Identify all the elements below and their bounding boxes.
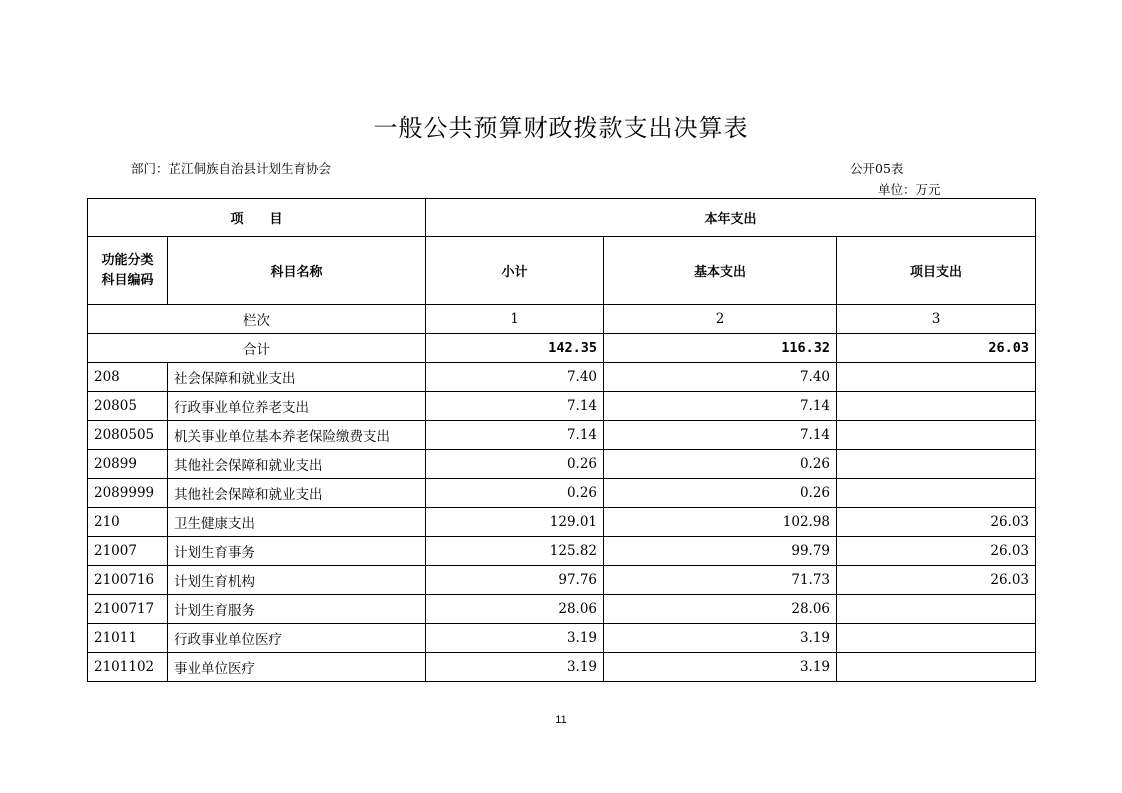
row-subtotal: 97.76 bbox=[426, 566, 604, 595]
table-row bbox=[88, 624, 1036, 653]
row-subtotal: 3.19 bbox=[426, 624, 604, 653]
column-index-2: 2 bbox=[604, 305, 837, 334]
row-name: 行政事业单位医疗 bbox=[168, 624, 426, 653]
row-subtotal: 7.40 bbox=[426, 363, 604, 392]
row-code: 2089999 bbox=[88, 479, 168, 508]
table-row bbox=[88, 653, 1036, 682]
page-number: 11 bbox=[555, 714, 567, 726]
table-row bbox=[88, 392, 1036, 421]
table-row bbox=[88, 363, 1036, 392]
column-index-row bbox=[88, 305, 1036, 334]
row-basic: 7.14 bbox=[604, 421, 837, 450]
header-item: 项 目 bbox=[88, 199, 426, 237]
form-number: 公开05表 bbox=[850, 161, 904, 176]
header-name: 科目名称 bbox=[168, 237, 426, 305]
row-subtotal: 129.01 bbox=[426, 508, 604, 537]
total-label: 合计 bbox=[88, 334, 426, 363]
row-project bbox=[837, 595, 1036, 624]
row-project bbox=[837, 479, 1036, 508]
row-code: 21007 bbox=[88, 537, 168, 566]
row-name: 其他社会保障和就业支出 bbox=[168, 450, 426, 479]
total-subtotal: 142.35 bbox=[426, 334, 604, 363]
row-subtotal: 125.82 bbox=[426, 537, 604, 566]
table-row bbox=[88, 566, 1036, 595]
row-name: 计划生育事务 bbox=[168, 537, 426, 566]
row-project: 26.03 bbox=[837, 508, 1036, 537]
page-title: 一般公共预算财政拨款支出决算表 bbox=[373, 114, 749, 142]
row-project: 26.03 bbox=[837, 566, 1036, 595]
column-index-1: 1 bbox=[426, 305, 604, 334]
header-code: 功能分类 科目编码 bbox=[88, 237, 168, 305]
row-name: 行政事业单位养老支出 bbox=[168, 392, 426, 421]
header-basic: 基本支出 bbox=[604, 237, 837, 305]
total-row bbox=[88, 334, 1036, 363]
row-basic: 71.73 bbox=[604, 566, 837, 595]
column-index-label: 栏次 bbox=[88, 305, 426, 334]
header-current-year: 本年支出 bbox=[426, 199, 1036, 237]
row-basic: 28.06 bbox=[604, 595, 837, 624]
row-name: 机关事业单位基本养老保险缴费支出 bbox=[168, 421, 426, 450]
row-name: 计划生育机构 bbox=[168, 566, 426, 595]
header-subtotal: 小计 bbox=[426, 237, 604, 305]
header-project: 项目支出 bbox=[837, 237, 1036, 305]
column-index-3: 3 bbox=[837, 305, 1036, 334]
row-project bbox=[837, 653, 1036, 682]
total-basic: 116.32 bbox=[604, 334, 837, 363]
table-row bbox=[88, 537, 1036, 566]
table-row bbox=[88, 421, 1036, 450]
row-name: 事业单位医疗 bbox=[168, 653, 426, 682]
row-subtotal: 0.26 bbox=[426, 479, 604, 508]
row-subtotal: 7.14 bbox=[426, 421, 604, 450]
row-name: 计划生育服务 bbox=[168, 595, 426, 624]
table-row bbox=[88, 479, 1036, 508]
row-code: 2100717 bbox=[88, 595, 168, 624]
row-project bbox=[837, 624, 1036, 653]
row-basic: 102.98 bbox=[604, 508, 837, 537]
row-name: 其他社会保障和就业支出 bbox=[168, 479, 426, 508]
row-subtotal: 0.26 bbox=[426, 450, 604, 479]
row-basic: 3.19 bbox=[604, 624, 837, 653]
row-project: 26.03 bbox=[837, 537, 1036, 566]
row-subtotal: 7.14 bbox=[426, 392, 604, 421]
expenditure-table bbox=[87, 198, 1036, 682]
row-code: 2100716 bbox=[88, 566, 168, 595]
row-project bbox=[837, 421, 1036, 450]
row-project bbox=[837, 392, 1036, 421]
row-code: 20899 bbox=[88, 450, 168, 479]
row-basic: 0.26 bbox=[604, 479, 837, 508]
row-basic: 3.19 bbox=[604, 653, 837, 682]
row-basic: 99.79 bbox=[604, 537, 837, 566]
header-row-1 bbox=[88, 199, 1036, 237]
row-code: 2101102 bbox=[88, 653, 168, 682]
table-row bbox=[88, 508, 1036, 537]
row-code: 2080505 bbox=[88, 421, 168, 450]
row-code: 210 bbox=[88, 508, 168, 537]
department-label: 部门：芷江侗族自治县计划生育协会 bbox=[131, 161, 332, 176]
row-basic: 0.26 bbox=[604, 450, 837, 479]
table-row bbox=[88, 595, 1036, 624]
unit-label: 单位：万元 bbox=[878, 182, 941, 197]
row-name: 社会保障和就业支出 bbox=[168, 363, 426, 392]
row-subtotal: 28.06 bbox=[426, 595, 604, 624]
row-code: 208 bbox=[88, 363, 168, 392]
row-code: 21011 bbox=[88, 624, 168, 653]
row-project bbox=[837, 363, 1036, 392]
row-basic: 7.14 bbox=[604, 392, 837, 421]
table-row bbox=[88, 450, 1036, 479]
row-name: 卫生健康支出 bbox=[168, 508, 426, 537]
header-row-2 bbox=[88, 237, 1036, 305]
row-code: 20805 bbox=[88, 392, 168, 421]
total-project: 26.03 bbox=[837, 334, 1036, 363]
row-basic: 7.40 bbox=[604, 363, 837, 392]
row-project bbox=[837, 450, 1036, 479]
row-subtotal: 3.19 bbox=[426, 653, 604, 682]
